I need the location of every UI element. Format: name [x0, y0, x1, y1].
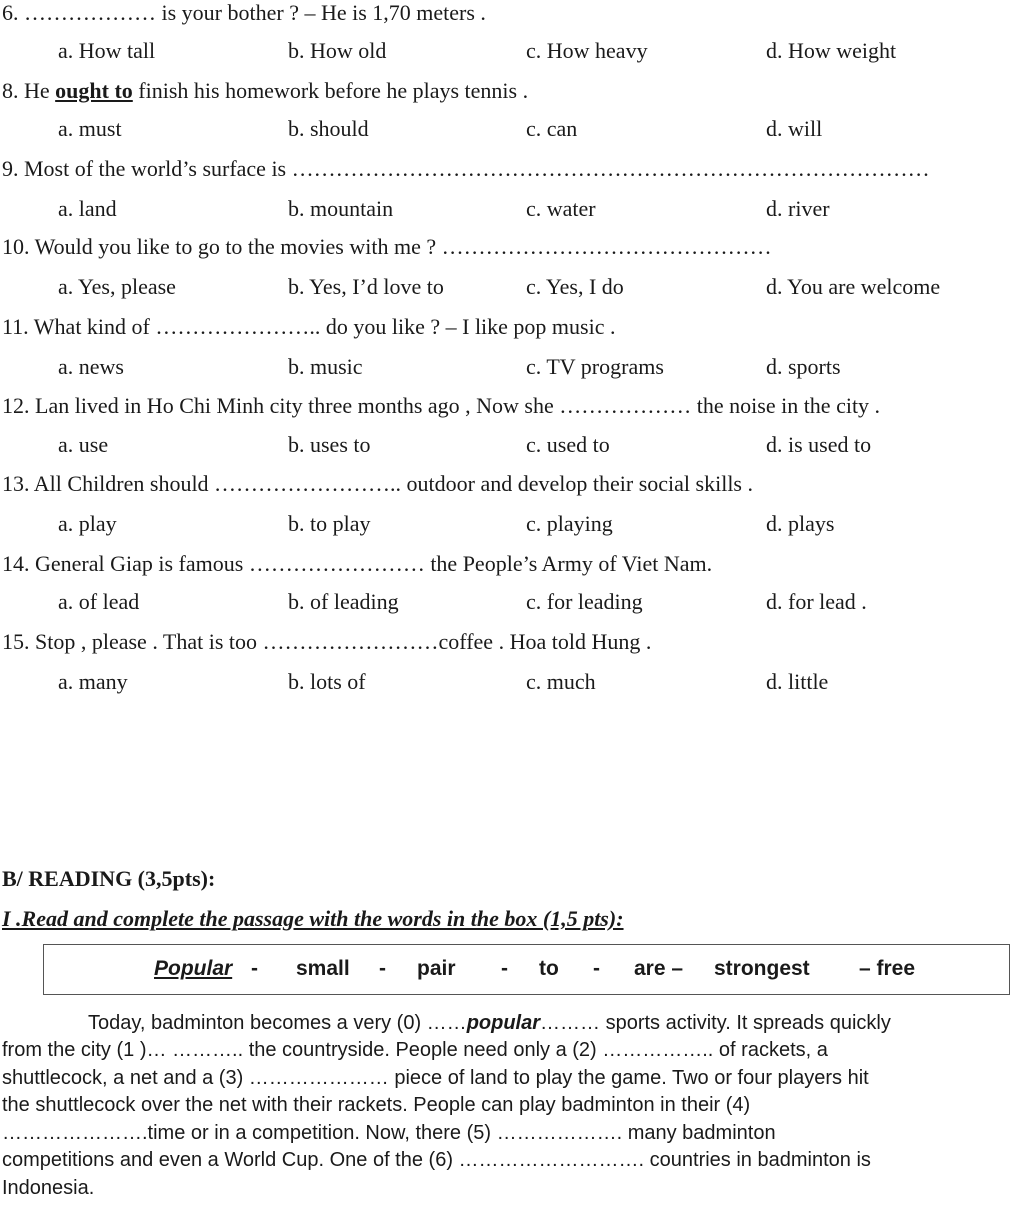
option-d: d. How weight	[766, 38, 897, 63]
word-separator: -	[379, 957, 386, 980]
question-8	[2, 78, 528, 104]
word-separator: -	[251, 957, 258, 980]
word-separator: -	[501, 957, 508, 980]
reading-heading: B/ READING (3,5pts):	[2, 866, 216, 891]
option-a: a. land	[58, 196, 117, 221]
option-a: a. How tall	[58, 38, 156, 63]
question-9: 9. Most of the world’s surface is ……………………………………………………………………………	[2, 156, 930, 181]
word-strongest: strongest	[714, 957, 810, 980]
option-a: a. play	[58, 511, 117, 536]
word-to: to	[539, 957, 559, 980]
passage-line: from the city (1 )… ……….. the countryside. People need only a (2) …………….. of rackets, a	[2, 1039, 828, 1061]
option-c: c. for leading	[526, 589, 643, 614]
option-b: b. Yes, I’d love to	[288, 274, 444, 299]
option-b: b. uses to	[288, 432, 371, 457]
word-box	[43, 944, 1010, 995]
question-10: 10. Would you like to go to the movies with me ? ………………………………………	[2, 234, 772, 259]
option-a: a. many	[58, 669, 128, 694]
option-a: a. of lead	[58, 589, 140, 614]
word-separator: -	[593, 957, 600, 980]
reading-subheading: I .Read and complete the passage with the words in the box (1,5 pts):	[2, 906, 624, 931]
option-c: c. water	[526, 196, 596, 221]
passage-line: the shuttlecock over the net with their rackets. People can play badminton in their (4)	[2, 1094, 751, 1116]
option-d: d. will	[766, 116, 823, 141]
option-a: a. news	[58, 354, 124, 379]
option-c: c. Yes, I do	[526, 274, 624, 299]
word-pair: pair	[417, 957, 456, 980]
option-c: c. TV programs	[526, 354, 664, 379]
option-b: b. lots of	[288, 669, 366, 694]
option-c: c. How heavy	[526, 38, 648, 63]
passage-line: competitions and even a World Cup. One of the (6) ………………………. countries in badminton is	[2, 1149, 871, 1171]
question-15: 15. Stop , please . That is too ……………………coffee . Hoa told Hung .	[2, 629, 652, 654]
passage-text: ……… sports activity. It spreads quickly	[540, 1012, 891, 1034]
question-13: 13. All Children should …………………….. outdoor and develop their social skills .	[2, 471, 753, 496]
passage-line: ………………….time or in a competition. Now, there (5) ………………. many badminton	[2, 1122, 776, 1144]
option-b: b. music	[288, 354, 363, 379]
option-a: a. must	[58, 116, 122, 141]
option-b: b. How old	[288, 38, 387, 63]
stem-pre: 8. He	[2, 78, 56, 103]
question-14: 14. General Giap is famous …………………… the People’s Army of Viet Nam.	[2, 551, 713, 576]
option-c: c. much	[526, 669, 596, 694]
option-c: c. used to	[526, 432, 610, 457]
word-small: small	[296, 957, 350, 980]
option-b: b. should	[288, 116, 369, 141]
word-are: are –	[634, 957, 684, 980]
option-d: d. You are welcome	[766, 274, 941, 299]
option-a: a. use	[58, 432, 109, 457]
option-b: b. of leading	[288, 589, 399, 614]
option-d: d. plays	[766, 511, 835, 536]
passage-line: shuttlecock, a net and a (3) ………………… piece of land to play the game. Two or four players hit	[2, 1067, 869, 1089]
question-6: 6. ……………… is your bother ? – He is 1,70 meters .	[2, 0, 486, 25]
passage-line	[88, 1012, 891, 1035]
underlined-phrase: ought to	[55, 78, 133, 103]
question-12: 12. Lan lived in Ho Chi Minh city three months ago , Now she ……………… the noise in the city .	[2, 393, 881, 418]
option-b: b. mountain	[288, 196, 394, 221]
option-c: c. can	[526, 116, 578, 141]
option-d: d. little	[766, 669, 829, 694]
word-popular: Popular	[154, 957, 233, 980]
option-d: d. river	[766, 196, 830, 221]
question-11: 11. What kind of ………………….. do you like ? – I like pop music .	[2, 314, 616, 339]
option-a: a. Yes, please	[58, 274, 176, 299]
option-b: b. to play	[288, 511, 371, 536]
option-d: d. is used to	[766, 432, 872, 457]
passage-line: Indonesia.	[2, 1177, 95, 1199]
option-d: d. for lead .	[766, 589, 867, 614]
word-free: – free	[859, 957, 916, 980]
stem-post: finish his homework before he plays tennis .	[132, 78, 529, 103]
option-d: d. sports	[766, 354, 841, 379]
passage-text: Today, badminton becomes a very (0) ……	[88, 1012, 467, 1034]
example-answer: popular	[466, 1012, 541, 1034]
option-c: c. playing	[526, 511, 613, 536]
